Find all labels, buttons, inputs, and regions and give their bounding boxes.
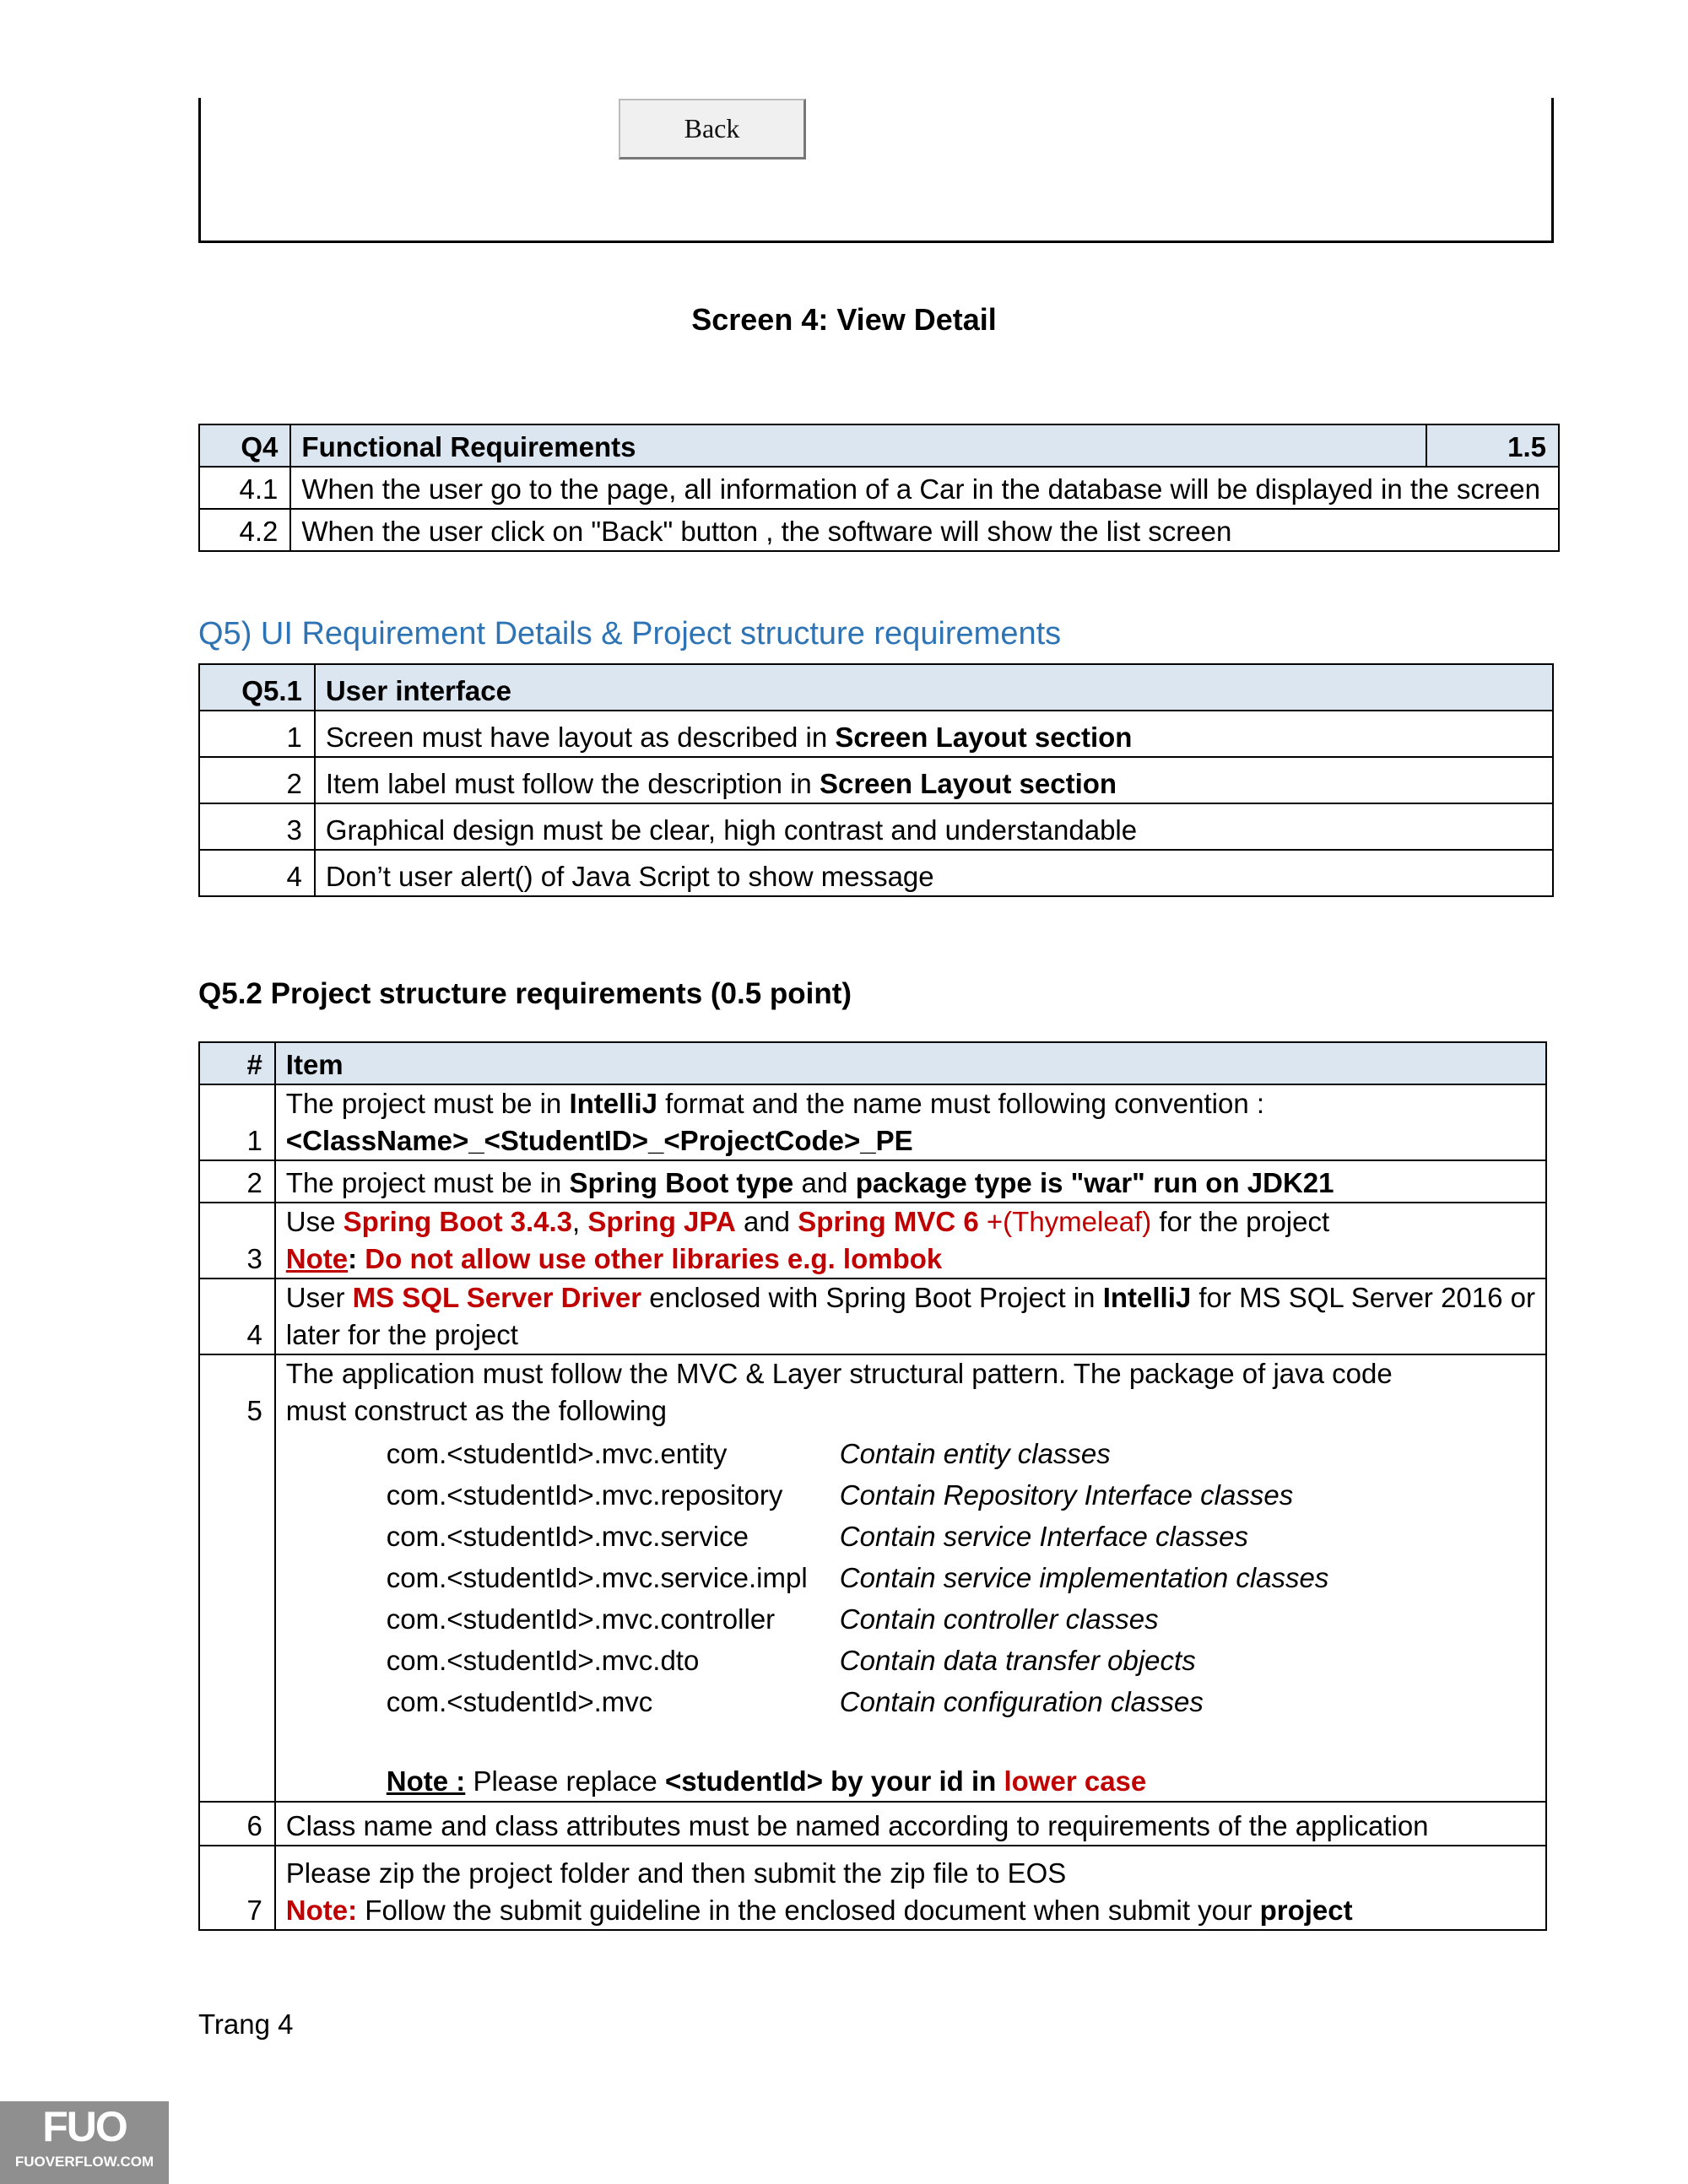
table-row (199, 803, 1553, 850)
package-row: com.<studentId>.mvc.dto Contain data transfer objects (386, 1645, 1196, 1676)
package-row: com.<studentId>.mvc.controller Contain controller classes (386, 1603, 1159, 1635)
q4-points: 1.5 (1426, 424, 1559, 467)
table-row (199, 1354, 1546, 1802)
row-number: 2 (199, 1160, 275, 1203)
table-row (199, 1203, 1546, 1279)
row-number: 4 (199, 1279, 275, 1354)
table-row (199, 757, 1553, 803)
q52-col-item: Item (275, 1042, 1546, 1084)
q4-title: Functional Requirements (290, 424, 1426, 467)
q51-title: User interface (315, 664, 1553, 711)
q51-id: Q5.1 (199, 664, 315, 711)
table-row (199, 1084, 1546, 1160)
back-button[interactable]: Back (619, 99, 806, 159)
row-number: 6 (199, 1802, 275, 1846)
table-row (199, 1802, 1546, 1846)
row-text: The project must be in Spring Boot type and package type is "war" run on JDK21 (275, 1160, 1546, 1203)
row-text: Class name and class attributes must be named according to requirements of the application (275, 1802, 1546, 1846)
row-number: 5 (199, 1354, 275, 1802)
package-row: com.<studentId>.mvc.service Contain service Interface classes (386, 1521, 1249, 1552)
q51-table (198, 663, 1554, 897)
row-number: 1 (199, 1084, 275, 1160)
row-number: 3 (199, 1203, 275, 1279)
row-number: 1 (199, 711, 315, 757)
row-text: User MS SQL Server Driver enclosed with Spring Boot Project in IntelliJ for MS SQL Server 2016 or later for the project (275, 1279, 1546, 1354)
package-row: com.<studentId>.mvc Contain configuration classes (386, 1686, 1204, 1717)
table-row (199, 1160, 1546, 1203)
q4-id: Q4 (199, 424, 290, 467)
table-row (199, 467, 1559, 509)
row-number: 7 (199, 1846, 275, 1930)
q4-table (198, 424, 1560, 552)
logo-text: FUOVERFLOW.COM (14, 2154, 154, 2170)
row-text: Item label must follow the description in Screen Layout section (315, 757, 1553, 803)
table-row (199, 1846, 1546, 1930)
row-number: 4.2 (199, 509, 290, 551)
q51-header-row (199, 664, 1553, 711)
package-row: com.<studentId>.mvc.repository Contain Repository Interface classes (386, 1479, 1294, 1511)
q52-col-num: # (199, 1042, 275, 1084)
q5-section-title: Q5) UI Requirement Details & Project structure requirements (198, 616, 1062, 651)
row-text: Graphical design must be clear, high contrast and understandable (315, 803, 1553, 850)
row-text: Screen must have layout as described in Screen Layout section (315, 711, 1553, 757)
table-row (199, 711, 1553, 757)
package-row: com.<studentId>.mvc.entity Contain entity classes (386, 1438, 1111, 1469)
row-text: When the user go to the page, all information of a Car in the database will be displayed in the screen (290, 467, 1559, 509)
row-number: 4.1 (199, 467, 290, 509)
row-number: 2 (199, 757, 315, 803)
row-text: Don’t user alert() of Java Script to show message (315, 850, 1553, 896)
fuoverflow-logo (0, 2101, 169, 2184)
row-number: 3 (199, 803, 315, 850)
row-text: The application must follow the MVC & Layer structural pattern. The package of java code must construct as the following com.<studentId>.mvc.entity Contain entity classes com.<studentId>.mvc.repository Contain Repository Interface classes com.<studentId>.mvc.service Contain service Interface classes com.<studentId>.mvc.service.impl Contain service implementation classes com.<studentId>.mvc.controller Contain controller classes com.<studentId>.mvc.dto Contain data transfer objects com.<studentId>.mvc Contain configuration classes Note : Please replace <studentId> by your id in lower case (275, 1354, 1546, 1802)
table-row (199, 509, 1559, 551)
q52-header-row (199, 1042, 1546, 1084)
row-text: Please zip the project folder and then submit the zip file to EOS Note: Follow the submit guideline in the enclosed document when submit your project (275, 1846, 1546, 1930)
row-number: 4 (199, 850, 315, 896)
q52-table (198, 1041, 1547, 1931)
package-row: com.<studentId>.mvc.service.impl Contain service implementation classes (386, 1562, 1329, 1593)
page-footer: Trang 4 (198, 2008, 294, 2040)
row-text: The project must be in IntelliJ format and the name must following convention : <ClassName>_<StudentID>_<ProjectCode>_PE (275, 1084, 1546, 1160)
logo-mark: FUO (42, 2103, 127, 2150)
row-text: When the user click on "Back" button , the software will show the list screen (290, 509, 1559, 551)
package-note: Note : Please replace <studentId> by your id in lower case (386, 1765, 1147, 1797)
table-row (199, 1279, 1546, 1354)
table-row (199, 850, 1553, 896)
row-text: Use Spring Boot 3.4.3, Spring JPA and Spring MVC 6 +(Thymeleaf) for the project Note: Do not allow use other libraries e.g. lombok (275, 1203, 1546, 1279)
q4-header-row (199, 424, 1559, 467)
q52-section-title: Q5.2 Project structure requirements (0.5 point) (198, 977, 852, 1010)
screen-title: Screen 4: View Detail (691, 302, 997, 337)
screen-mockup-frame (198, 98, 1554, 243)
